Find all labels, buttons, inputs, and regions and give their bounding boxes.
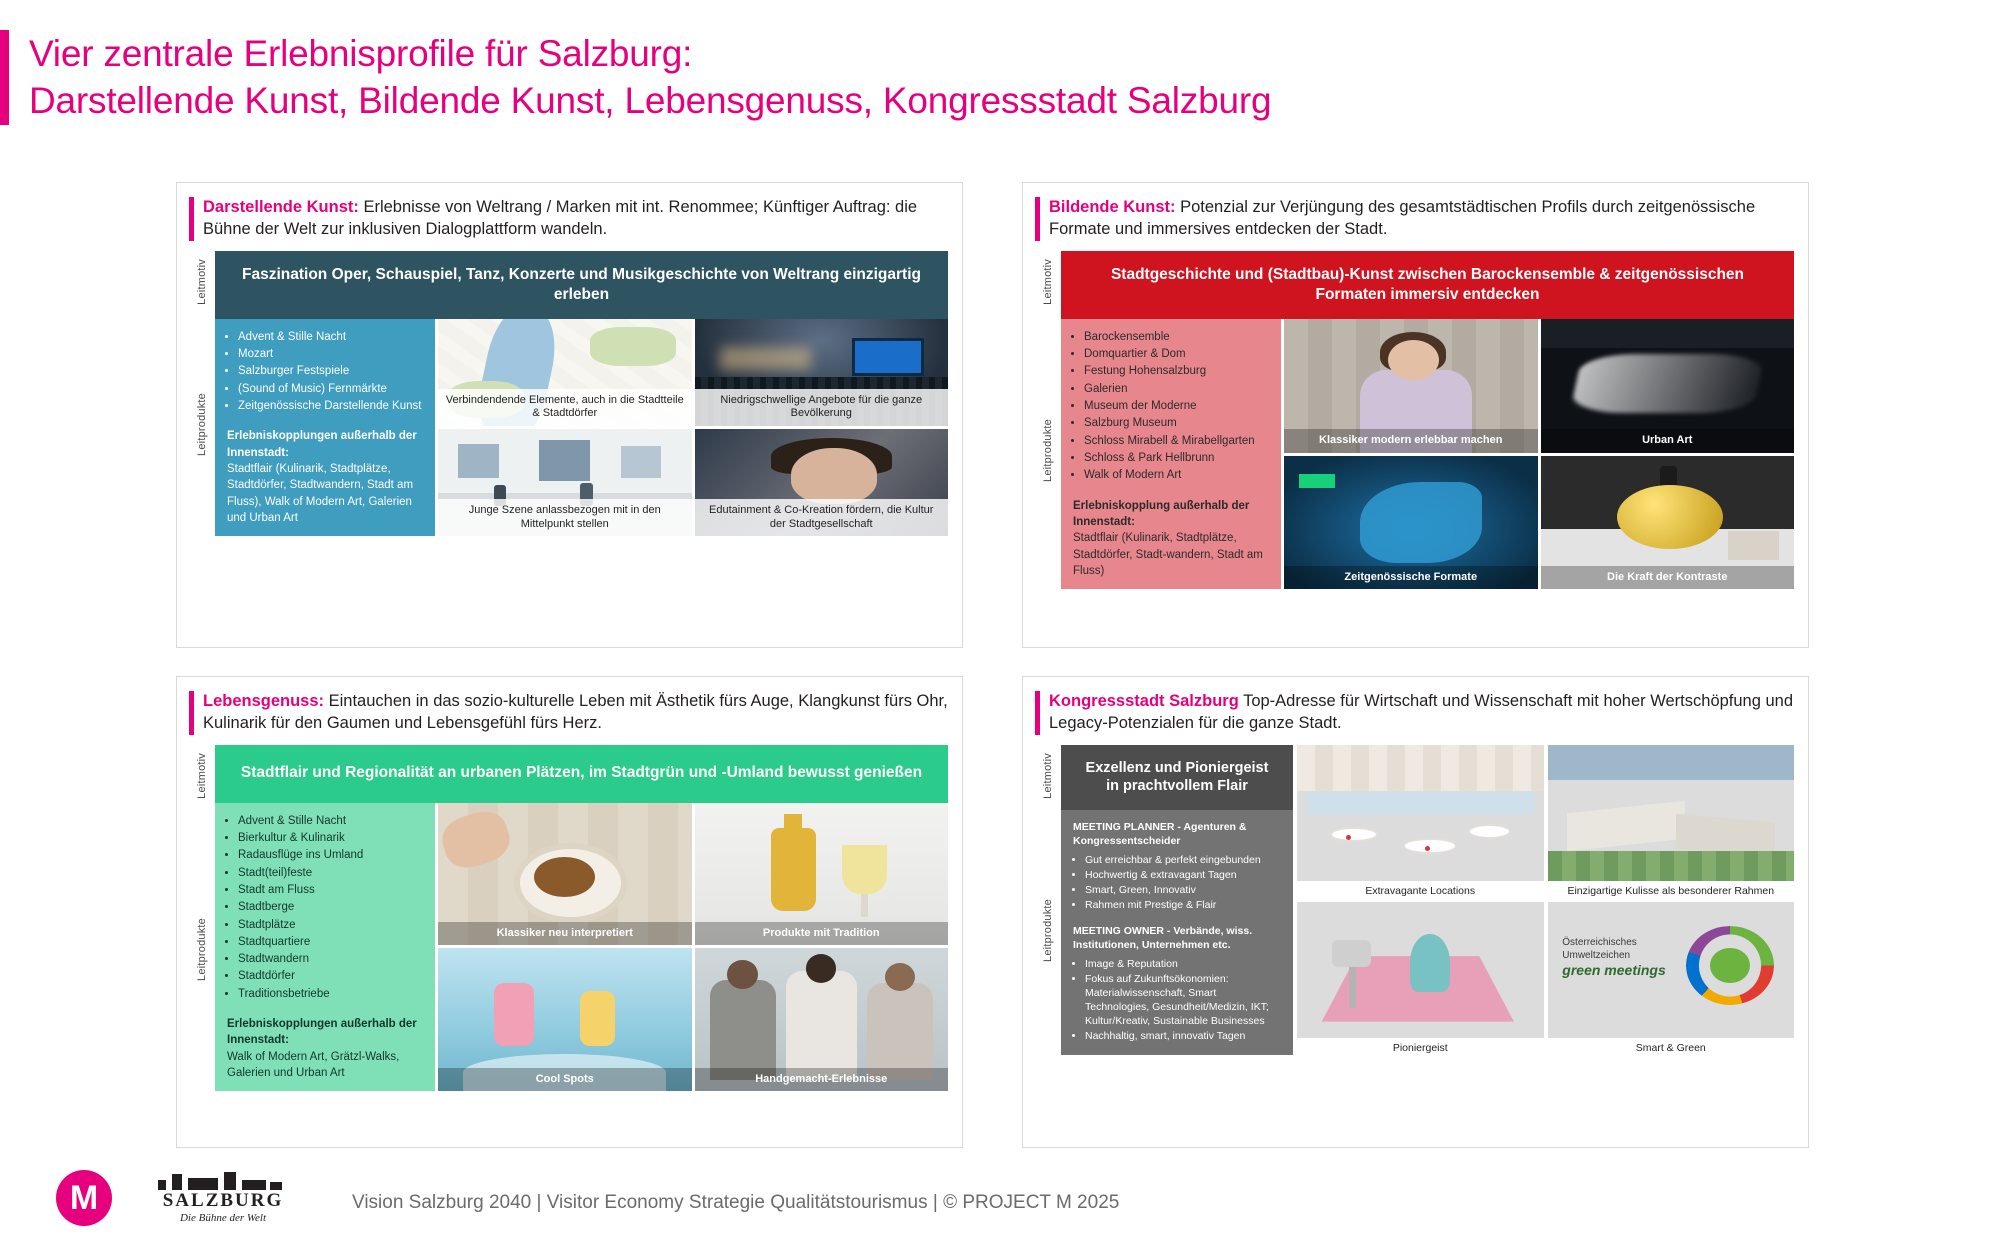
list-item: • Schloss & Park Hellbrunn xyxy=(1084,450,1271,466)
tile-caption: Extravagante Locations xyxy=(1365,884,1476,897)
list-item: • Hochwertig & extravagant Tagen xyxy=(1085,868,1283,882)
rail-label-leitmotiv: Leitmotiv xyxy=(1042,258,1054,305)
tile-caption: Edutainment & Co-Kreation fördern, die Kultur der Stadtgesellschaft xyxy=(695,499,949,537)
panel-banner: Stadtflair und Regionalität an urbanen Plätzen, im Stadtgrün und -Umland bewusst genießen xyxy=(215,745,948,803)
panel-accent-bar xyxy=(1035,197,1040,241)
panel-banner: Exzellenz und Pioniergeist in prachtvollem Flair xyxy=(1061,745,1293,811)
salzburg-wordmark: SALZBURG xyxy=(162,1190,284,1211)
list-item: • Traditionsbetriebe xyxy=(238,986,425,1002)
list-item: • Zeitgenössische Darstellende Kunst xyxy=(238,398,425,414)
pioneer-stage-image xyxy=(1297,902,1544,1038)
tile-caption: Urban Art xyxy=(1541,429,1795,453)
panel-accent-bar xyxy=(1035,691,1040,735)
panel-title: Darstellende Kunst: xyxy=(203,198,359,216)
list-item: • Smart, Green, Innovativ xyxy=(1085,883,1283,897)
list-item: • Stadtwandern xyxy=(238,951,425,967)
panel-header xyxy=(1023,677,1808,745)
map-tile xyxy=(438,319,692,426)
meeting-planner-title: MEETING PLANNER - Agenturen & Kongressentscheider xyxy=(1073,821,1247,848)
list-item: • Walk of Modern Art xyxy=(1084,467,1271,483)
extravagant-locations-tile xyxy=(1297,745,1544,898)
list-item: • Salzburger Festspiele xyxy=(238,363,425,379)
list-item: • Stadtdörfer xyxy=(238,968,425,984)
title-accent-bar xyxy=(0,30,9,125)
erlebniskopplung-block xyxy=(227,1016,425,1081)
erlebniskopplung-title: Erlebniskopplungen außerhalb der Innenstadt: xyxy=(227,1018,417,1047)
list-item: • Stadt(teil)feste xyxy=(238,865,425,881)
list-item: • Galerien xyxy=(1084,381,1271,397)
panel-lebensgenuss xyxy=(176,676,963,1148)
eco-label-line-3: green meetings xyxy=(1562,962,1666,979)
panel-header xyxy=(177,677,962,745)
list-item: • Gut erreichbar & perfekt eingebunden xyxy=(1085,853,1283,867)
list-item: • Domquartier & Dom xyxy=(1084,346,1271,362)
tile-caption: Klassiker neu interpretiert xyxy=(438,922,692,946)
rail-label-leitprodukte: Leitprodukte xyxy=(1042,419,1054,483)
tile-caption: Handgemacht-Erlebnisse xyxy=(695,1068,949,1092)
panel-rail xyxy=(189,745,215,1092)
eco-label-line-1: Österreichisches xyxy=(1562,937,1637,949)
meeting-owner-title: MEETING OWNER - Verbände, wiss. Institutionen, Unternehmen etc. xyxy=(1073,925,1253,952)
erlebniskopplung-text: Walk of Modern Art, Grätzl-Walks, Galerien und Urban Art xyxy=(227,1050,400,1080)
list-item: • Advent & Stille Nacht xyxy=(238,329,425,345)
salzburg-claim: Die Bühne der Welt xyxy=(179,1212,267,1224)
list-item: • Festung Hohensalzburg xyxy=(1084,363,1271,379)
panel-header xyxy=(177,183,962,251)
unique-setting-tile xyxy=(1548,745,1795,898)
tile-caption: Produkte mit Tradition xyxy=(695,922,949,946)
tile-caption: Die Kraft der Kontraste xyxy=(1541,566,1795,590)
leitprodukte-list xyxy=(215,803,435,1092)
panel-subtitle: Erlebnisse von Weltrang / Marken mit int. Renommee; Künftiger Auftrag: die Bühne der Welt zur inklusiven Dialogplattform wandeln. xyxy=(203,198,918,238)
erlebniskopplung-block xyxy=(1073,498,1271,580)
title-line-1: Vier zentrale Erlebnisprofile für Salzburg: xyxy=(29,33,693,74)
contemporary-formats-tile xyxy=(1284,456,1538,590)
list-item: • Fokus auf Zukunftsökonomien: Materialwissenschaft, Smart Technologies, Gesundheit/Medizin, IKT; Kultur/Kreativ, Sustainable Businesses xyxy=(1085,972,1283,1029)
rail-label-leitmotiv: Leitmotiv xyxy=(1042,752,1054,799)
list-item: • Stadtquartiere xyxy=(238,934,425,950)
panel-banner: Faszination Oper, Schauspiel, Tanz, Konzerte und Musikgeschichte von Weltrang einzigartig erleben xyxy=(215,251,948,319)
panel-subtitle: Eintauchen in das sozio-kulturelle Leben mit Ästhetik fürs Auge, Klangkunst fürs Ohr, Kulinarik für den Gaumen und Lebensgefühl fürs Herz. xyxy=(203,692,948,732)
panel-title: Lebensgenuss: xyxy=(203,692,325,710)
panel-title: Bildende Kunst: xyxy=(1049,198,1176,216)
erlebniskopplung-block xyxy=(227,428,425,526)
panel-rail xyxy=(1035,745,1061,1055)
classics-reinterpreted-tile xyxy=(438,803,692,946)
rail-label-leitprodukte: Leitprodukte xyxy=(196,393,208,456)
smart-green-tile xyxy=(1548,902,1795,1055)
title-line-2: Darstellende Kunst, Bildende Kunst, Lebensgenuss, Kongressstadt Salzburg xyxy=(29,80,1272,122)
kongress-left-column xyxy=(1061,745,1293,1055)
list-item: • Barockensemble xyxy=(1084,329,1271,345)
fortress-icon xyxy=(152,1168,294,1190)
list-item: • Stadtplätze xyxy=(238,917,425,933)
rail-label-leitmotiv: Leitmotiv xyxy=(196,752,208,799)
tile-caption: Verbindendende Elemente, auch in die Stadtteile & Stadtdörfer xyxy=(438,389,692,427)
tile-caption: Niedrigschwellige Angebote für die ganze Bevölkerung xyxy=(695,389,949,427)
erlebniskopplung-title: Erlebniskopplung außerhalb der Innenstadt: xyxy=(1073,499,1250,529)
project-m-logo: M xyxy=(56,1170,112,1226)
salzburg-logo xyxy=(152,1168,294,1224)
footer xyxy=(0,1160,2000,1250)
erlebniskopplung-title: Erlebniskopplungen außerhalb der Innenstadt: xyxy=(227,430,417,459)
footer-text: Vision Salzburg 2040 | Visitor Economy Strategie Qualitätstourismus | © PROJECT M 2025 xyxy=(352,1192,1120,1213)
panel-rail xyxy=(1035,251,1061,590)
panel-subtitle: Top-Adresse für Wirtschaft und Wissenschaft mit hoher Wertschöpfung und Legacy-Potenzialen für die ganze Stadt. xyxy=(1049,692,1794,732)
urban-art-tile xyxy=(1541,319,1795,453)
panel-accent-bar xyxy=(189,691,194,735)
portrait-tile xyxy=(695,429,949,536)
list-item: • Radausflüge ins Umland xyxy=(238,847,425,863)
gallery-tile xyxy=(438,429,692,536)
panel-bildende-kunst xyxy=(1022,182,1809,648)
pioneer-spirit-tile xyxy=(1297,902,1544,1055)
panel-banner: Stadtgeschichte und (Stadtbau)-Kunst zwischen Barockensemble & zeitgenössischen Formaten immersiv entdecken xyxy=(1061,251,1794,319)
rail-label-leitmotiv: Leitmotiv xyxy=(196,258,208,305)
rail-label-leitprodukte: Leitprodukte xyxy=(1042,899,1054,963)
list-item: • Image & Reputation xyxy=(1085,957,1283,971)
erlebniskopplung-text: Stadtflair (Kulinarik, Stadtplätze, Stadtdörfer, Stadt-wandern, Stadt am Fluss) xyxy=(1073,532,1263,578)
leitprodukte-list xyxy=(215,319,435,537)
aerial-city-image xyxy=(1548,745,1795,881)
tile-caption: Klassiker modern erlebbar machen xyxy=(1284,429,1538,453)
list-item: • Bierkultur & Kulinarik xyxy=(238,830,425,846)
contrast-power-tile xyxy=(1541,456,1795,590)
panel-kongressstadt-salzburg xyxy=(1022,676,1809,1148)
leitprodukte-list xyxy=(1061,319,1281,590)
tile-caption: Smart & Green xyxy=(1635,1042,1706,1055)
classic-modern-tile xyxy=(1284,319,1538,453)
list-item: • Rahmen mit Prestige & Flair xyxy=(1085,898,1283,912)
panel-header xyxy=(1023,183,1808,251)
list-item: • Advent & Stille Nacht xyxy=(238,813,425,829)
erlebniskopplung-text: Stadtflair (Kulinarik, Stadtplätze, Stadtdörfer, Stadtwandern, Stadt am Fluss), Walk of Modern Art, Galerien und Urban Art xyxy=(227,463,414,525)
open-air-concert-tile xyxy=(695,319,949,426)
list-item: • Mozart xyxy=(238,346,425,362)
tile-caption: Cool Spots xyxy=(438,1068,692,1092)
tile-caption: Junge Szene anlassbezogen mit in den Mittelpunkt stellen xyxy=(438,499,692,537)
list-item: • Museum der Moderne xyxy=(1084,398,1271,414)
list-item: • (Sound of Music) Fernmärkte xyxy=(238,381,425,397)
tile-caption: Einzigartige Kulisse als besonderer Rahmen xyxy=(1567,884,1775,897)
tile-caption: Zeitgenössische Formate xyxy=(1284,566,1538,590)
conference-hall-image xyxy=(1297,745,1544,881)
list-item: • Salzburg Museum xyxy=(1084,415,1271,431)
panel-darstellende-kunst xyxy=(176,182,963,648)
list-item: • Stadt am Fluss xyxy=(238,882,425,898)
cool-spots-tile xyxy=(438,948,692,1091)
panel-title: Kongressstadt Salzburg xyxy=(1049,692,1239,710)
panel-rail xyxy=(189,251,215,537)
panel-accent-bar xyxy=(189,197,194,241)
handmade-experiences-tile xyxy=(695,948,949,1091)
list-item: • Nachhaltig, smart, innovativ Tagen xyxy=(1085,1029,1283,1043)
page-title xyxy=(0,30,1271,125)
list-item: • Schloss Mirabell & Mirabellgarten xyxy=(1084,433,1271,449)
tradition-products-tile xyxy=(695,803,949,946)
green-meetings-label-image xyxy=(1548,902,1795,1038)
eco-label-line-2: Umweltzeichen xyxy=(1562,949,1631,961)
tile-caption: Pioniergeist xyxy=(1392,1042,1448,1055)
rail-label-leitprodukte: Leitprodukte xyxy=(196,917,208,981)
list-item: • Stadtberge xyxy=(238,899,425,915)
panel-subtitle: Potenzial zur Verjüngung des gesamtstädtischen Profils durch zeitgenössische Formate und immersives entdecken der Stadt. xyxy=(1049,198,1756,238)
